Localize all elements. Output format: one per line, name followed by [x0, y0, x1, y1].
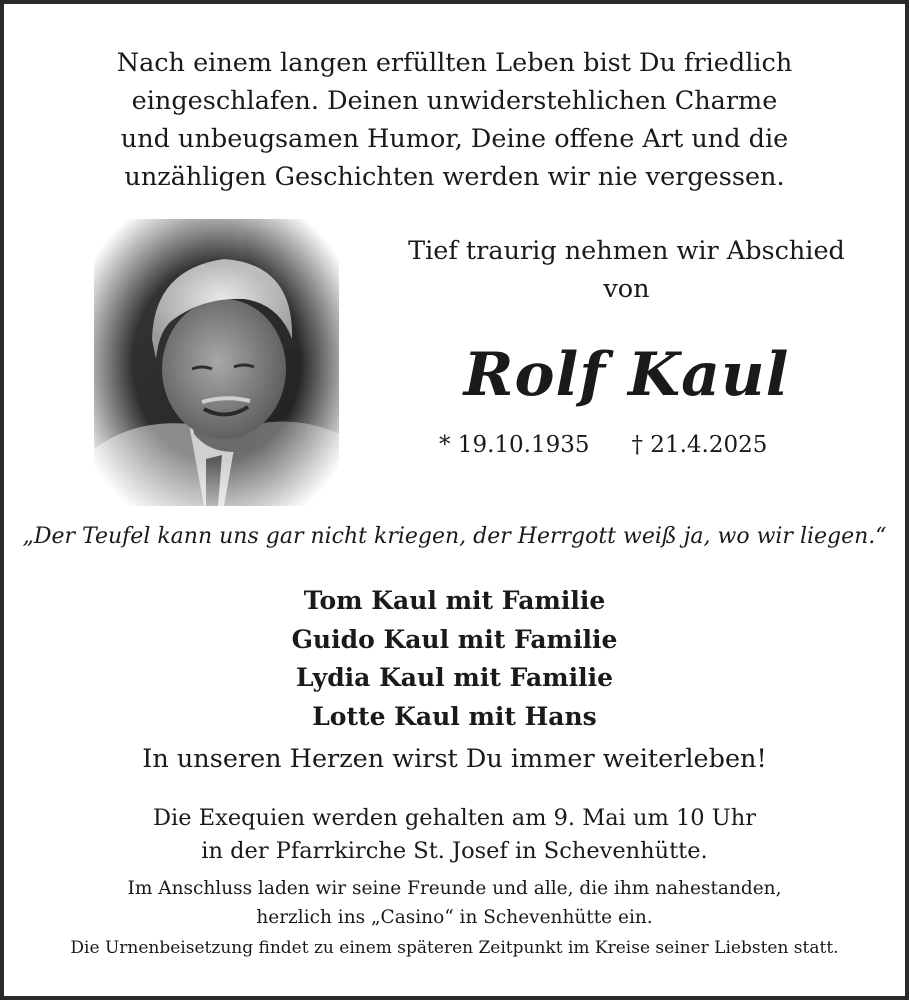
urn-notice: Die Urnenbeisetzung findet zu einem späteren Zeitpunkt im Kreise seiner Liebsten statt. — [70, 938, 839, 958]
mourner: Guido Kaul mit Familie — [291, 624, 618, 654]
service-line: Die Exequien werden gehalten am 9. Mai um 10 Uhr — [153, 805, 756, 831]
birth-date: * 19.10.1935 — [439, 432, 590, 458]
service-info — [4, 802, 905, 868]
intro-line: eingeschlafen. Deinen unwiderstehlichen Charme — [131, 86, 778, 116]
service-line: in der Pfarrkirche St. Josef in Schevenhütte. — [201, 838, 708, 864]
intro-line: unzähligen Geschichten werden wir nie vergessen. — [124, 162, 785, 192]
mourner: Lotte Kaul mit Hans — [312, 701, 597, 731]
life-dates — [439, 432, 767, 458]
portrait-photo — [94, 219, 339, 506]
intro-line: und unbeugsamen Humor, Deine offene Art und die — [120, 124, 789, 154]
quote: „Der Teufel kann uns gar nicht kriegen, der Herrgott weiß ja, wo wir liegen.“ — [22, 524, 887, 549]
farewell-line: Tief traurig nehmen wir Abschied — [408, 236, 845, 266]
mourner: Tom Kaul mit Familie — [303, 586, 606, 615]
farewell-line: von — [603, 274, 650, 304]
closing-line: In unseren Herzen wirst Du immer weiterleben! — [142, 744, 767, 774]
mourners-list — [4, 582, 905, 736]
reception-line: herzlich ins „Casino“ in Schevenhütte ein. — [256, 907, 653, 928]
reception-info — [4, 874, 905, 932]
intro-line: Nach einem langen erfüllten Leben bist Du friedlich — [116, 48, 793, 78]
death-date: † 21.4.2025 — [631, 432, 768, 458]
intro-text — [4, 44, 905, 196]
farewell-text — [349, 232, 904, 308]
portrait-image — [94, 219, 339, 506]
mourner: Lydia Kaul mit Familie — [295, 663, 614, 692]
reception-line: Im Anschluss laden wir seine Freunde und alle, die ihm nahestanden, — [127, 878, 782, 899]
deceased-name: Rolf Kaul — [463, 340, 790, 410]
